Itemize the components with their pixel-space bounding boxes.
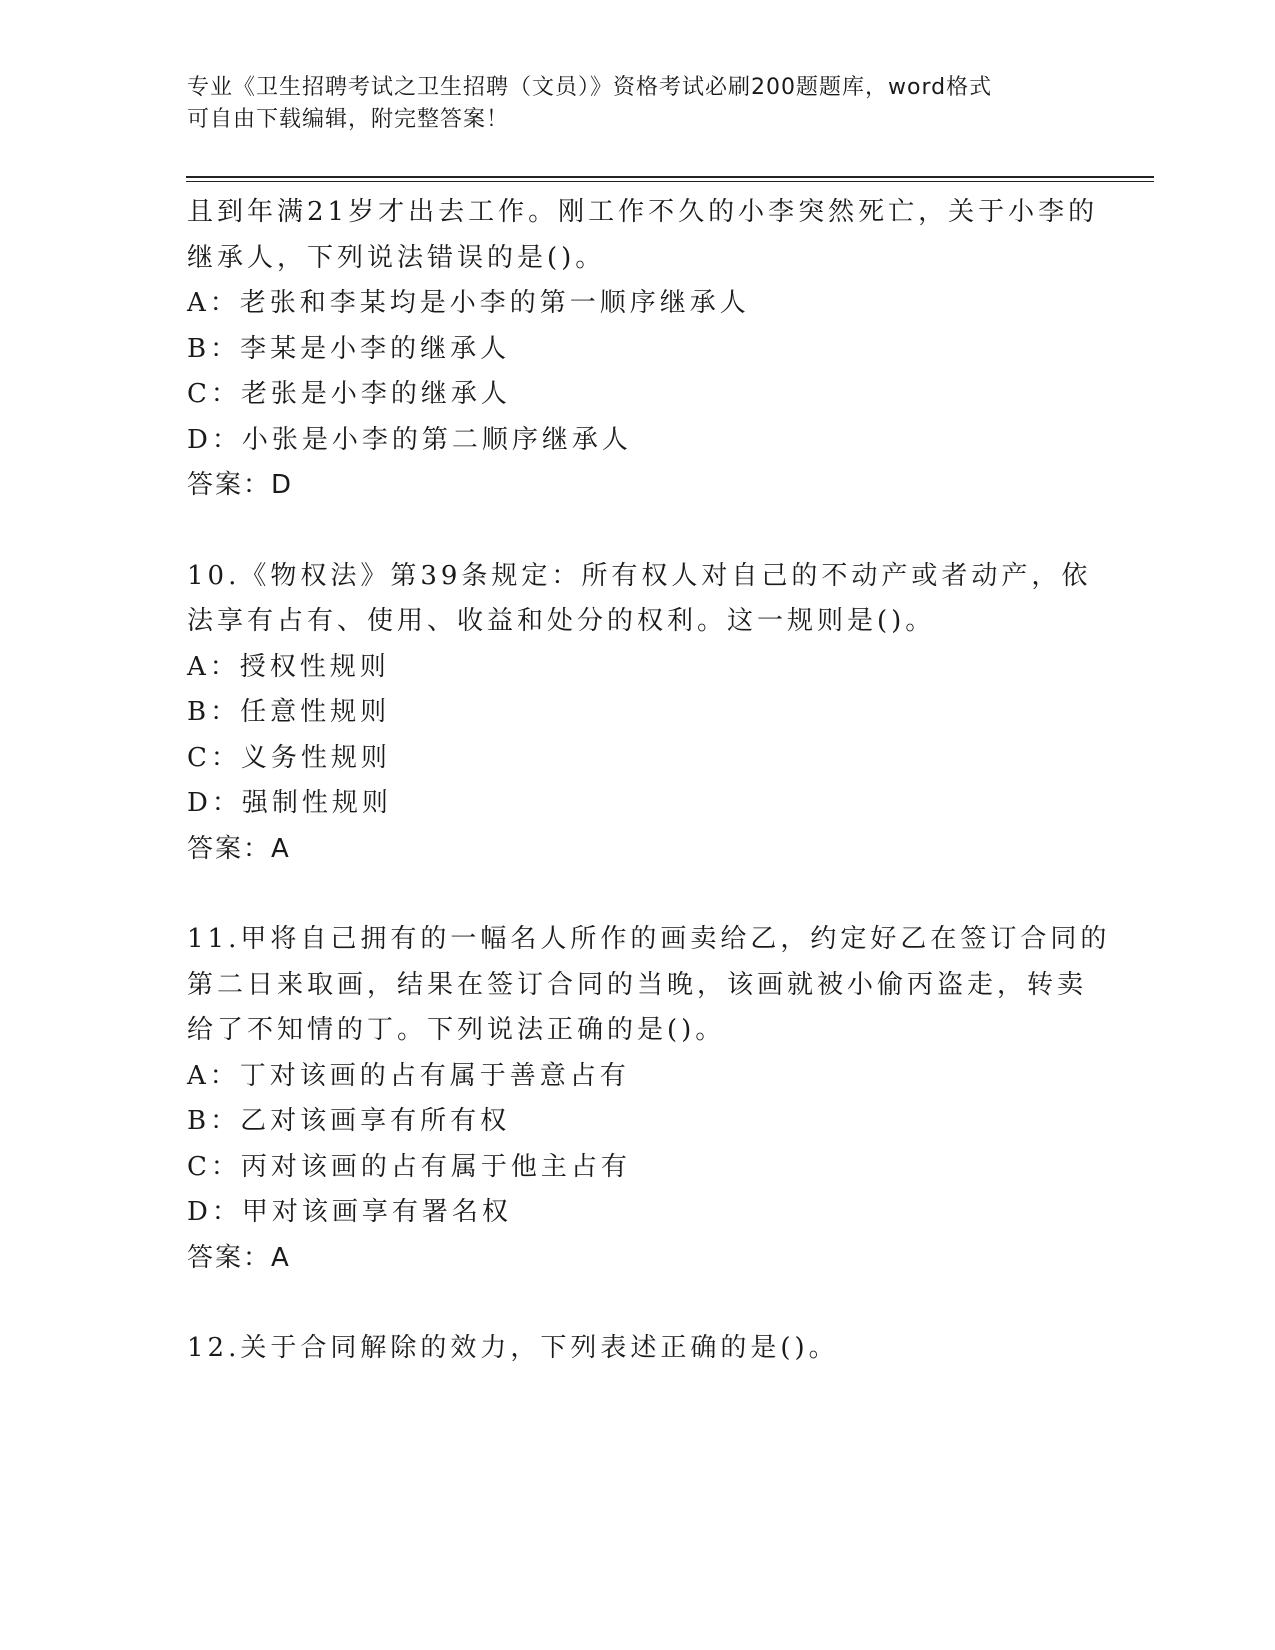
question-10 [187,554,1092,873]
document-header [187,72,1067,136]
question-stem-line: 且到年满21岁才出去工作。刚工作不久的小李突然死亡，关于小李的 [187,197,1099,227]
question-9 [187,190,1099,509]
option-d: D：甲对该画享有署名权 [187,1197,512,1227]
option-c: C：老张是小李的继承人 [187,379,511,409]
option-c: C：丙对该画的占有属于他主占有 [187,1151,631,1182]
option-b: B：任意性规则 [187,697,391,727]
question-stem-line: 11.甲将自己拥有的一幅名人所作的画卖给乙，约定好乙在签订合同的 [187,924,1111,954]
spacer [187,509,1087,554]
option-d: D：强制性规则 [187,788,392,818]
option-a: A：授权性规则 [187,651,390,682]
header-line-1: 专业《卫生招聘考试之卫生招聘（文员）》资格考试必刷200题题库，word格式 [187,75,993,100]
option-a: A：老张和李某均是小李的第一顺序继承人 [187,288,750,318]
option-b: B：李某是小李的继承人 [187,333,511,364]
option-a: A：丁对该画的占有属于善意占有 [187,1060,630,1091]
question-stem-line: 10.《物权法》第39条规定：所有权人对自己的不动产或者动产，依 [187,560,1092,591]
spacer [187,1281,1087,1326]
header-rule-thick [186,176,1154,178]
question-stem-line: 第二日来取画，结果在签订合同的当晚，该画就被小偷丙盗走，转卖 [187,969,1088,1000]
answer-line: 答案：A [187,1242,291,1273]
question-stem-line: 12.关于合同解除的效力，下列表述正确的是()。 [187,1333,839,1363]
question-12 [187,1326,1087,1372]
header-line-2: 可自由下载编辑，附完整答案！ [187,107,510,132]
answer-line: 答案：D [187,470,294,500]
option-c: C：义务性规则 [187,742,391,773]
question-stem-line: 法享有占有、使用、收益和处分的权利。这一规则是()。 [187,606,936,636]
question-stem-line: 继承人，下列说法错误的是()。 [187,242,606,273]
option-b: B：乙对该画享有所有权 [187,1106,511,1136]
header-rule-thin [186,181,1154,182]
spacer [187,872,1087,917]
question-11 [187,917,1111,1281]
option-d: D：小张是小李的第二顺序继承人 [187,424,632,455]
question-stem-line: 给了不知情的丁。下列说法正确的是()。 [187,1015,726,1045]
answer-line: 答案：A [187,833,291,864]
question-content [187,190,1111,1372]
